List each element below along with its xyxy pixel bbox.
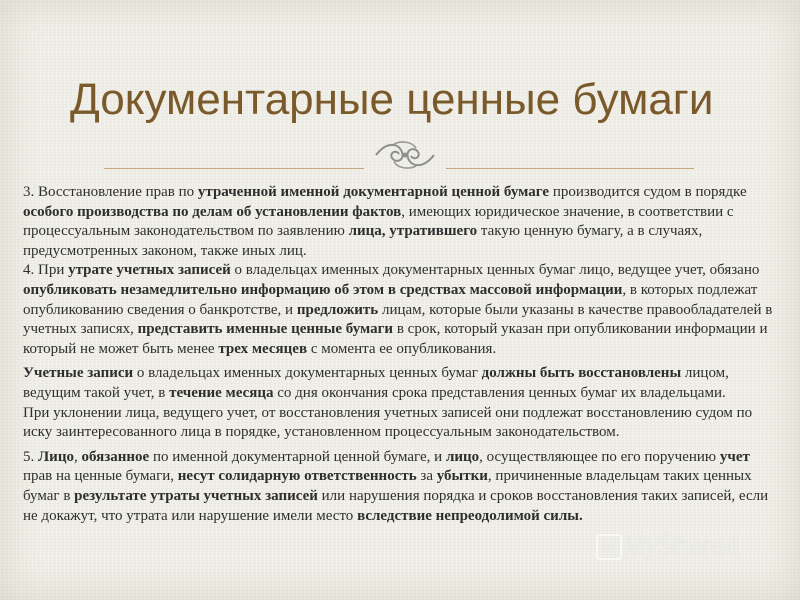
emphasis-text: утрате учетных записей (68, 262, 231, 279)
emphasis-text: Лицо (38, 448, 74, 465)
emphasis-text: результате утраты учетных записей (74, 487, 318, 504)
body-paragraph-5 (23, 448, 781, 526)
body-text: , (73, 448, 82, 465)
slide-title: Документарные ценные бумаги (70, 75, 714, 124)
body-text: в срок, который указан при опубликовании информации и который не может быть менее (23, 321, 768, 357)
body-text: лицам, которые были указаны в качестве правообладателей в учетных записях, (23, 301, 773, 338)
body-text: , причиненные владельцам таких ценных бумаг в (23, 468, 752, 504)
body-text: производится судом в порядке (549, 184, 747, 200)
emphasis-text: трех месяцев (218, 340, 308, 357)
emphasis-text: представить именные ценные бумаги (137, 321, 394, 338)
emphasis-text: опубликовать незамедлительно информацию об этом в средствах массовой информации (23, 281, 623, 298)
emphasis-text: утраченной именной документарной ценной бумаге (197, 184, 550, 200)
body-text: со дня окончания срока представления ценных бумаг их владельцами. (273, 384, 726, 401)
slide-body (23, 183, 781, 526)
emphasis-text: Учетные записи (23, 365, 134, 382)
body-paragraph-2 (23, 261, 781, 359)
body-text: , имеющих юридическое значение, в соответствии с процессуальным законодательством по заявлению (23, 203, 734, 240)
body-text: При уклонении лица, ведущего учет, от восстановления учетных записей они подлежат восстановлению судом по иску заинтересованного лица в порядке, установленном процессуальным законодательством. (23, 404, 753, 441)
emphasis-text: лицо (445, 448, 480, 465)
body-text: за (416, 468, 437, 485)
watermark-mark-icon: M (596, 534, 622, 560)
emphasis-text: вследствие непреодолимой силы. (357, 507, 583, 524)
watermark-text: MyShared (624, 530, 739, 560)
body-text: 4. При (23, 262, 69, 279)
emphasis-text: убытки (436, 468, 488, 485)
body-text: о владельцах именных документарных ценных бумаг лицо, ведущее учет, обязано (230, 262, 760, 279)
body-text: прав на ценные бумаги, (23, 468, 178, 485)
emphasis-text: обязанное (81, 448, 150, 465)
body-text: , осуществляющее по его поручению (479, 448, 720, 465)
emphasis-text: учет (719, 448, 750, 465)
emphasis-text: должны быть восстановлены (481, 365, 682, 382)
emphasis-text: предложить (296, 301, 379, 318)
emphasis-text: течение месяца (169, 384, 274, 401)
body-text: 3. Восстановление прав по (23, 184, 198, 200)
body-text: , в которых подлежат опубликованию сведения о банкротстве, и (23, 281, 758, 318)
body-text: или нарушения порядка и сроков восстановления таких записей, если не докажут, что утрата или нарушение имели место (23, 487, 769, 524)
body-text: лицом, ведущим такой учет, в (23, 365, 729, 401)
body-text: о владельцах именных документарных ценных бумаг (133, 365, 482, 382)
emphasis-text: особого производства по делам об установлении фактов (23, 203, 402, 220)
watermark-logo (596, 530, 739, 561)
body-text: по именной документарной ценной бумаге, и (149, 448, 446, 465)
title-divider-left (104, 168, 364, 169)
body-text: с момента ее опубликования. (307, 340, 497, 357)
body-text: такую ценную бумагу, а в случаях, предусмотренных законом, также иных лиц. (23, 223, 703, 259)
body-paragraph-1 (23, 183, 781, 261)
scroll-flourish-icon (372, 138, 438, 172)
emphasis-text: лица, утратившего (348, 223, 478, 240)
body-paragraph-4 (23, 404, 781, 443)
emphasis-text: несут солидарную ответственность (177, 468, 417, 485)
body-paragraph-3 (23, 364, 781, 403)
title-divider-right (446, 168, 694, 169)
body-text: 5. (23, 448, 38, 465)
